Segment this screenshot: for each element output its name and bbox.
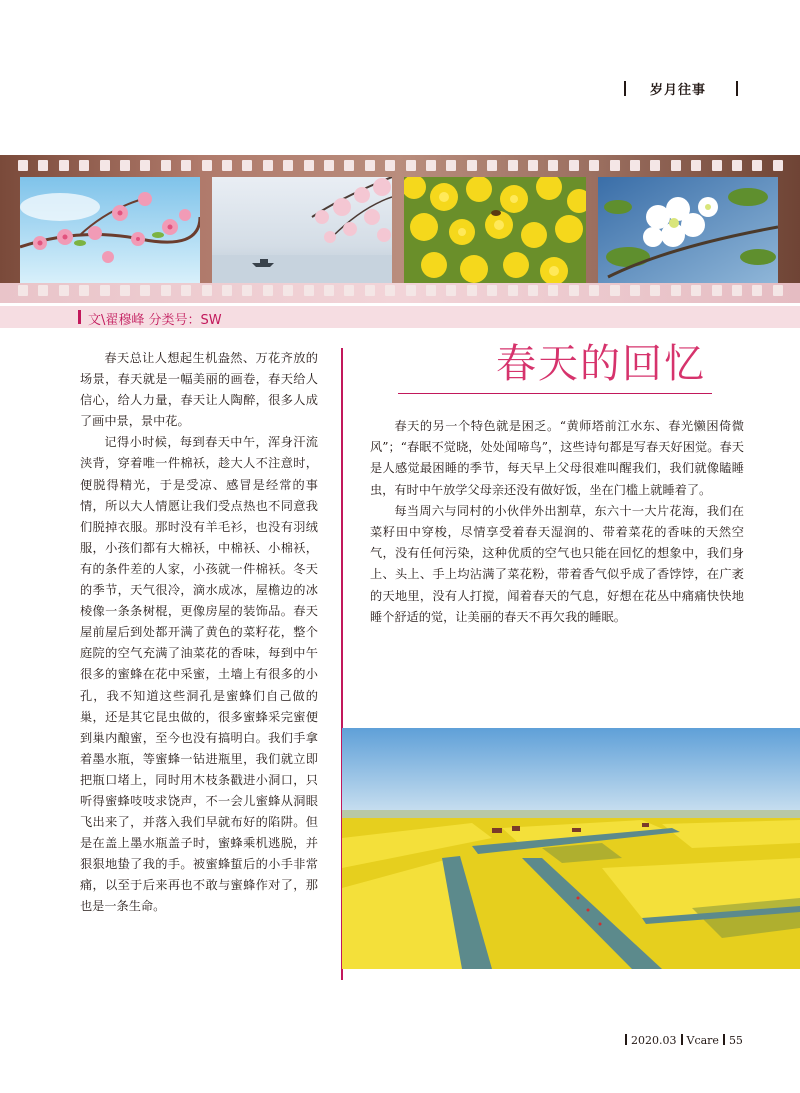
film-hole bbox=[242, 160, 252, 171]
film-hole bbox=[79, 160, 89, 171]
film-hole bbox=[446, 285, 456, 296]
peach-blossom-photo bbox=[20, 177, 200, 283]
byline-marker bbox=[78, 310, 81, 324]
film-hole bbox=[589, 285, 599, 296]
article-right-column bbox=[370, 416, 744, 628]
film-hole bbox=[120, 160, 130, 171]
footer-bar bbox=[625, 1034, 627, 1045]
film-hole bbox=[752, 160, 762, 171]
film-hole bbox=[38, 285, 48, 296]
film-hole bbox=[59, 285, 69, 296]
film-hole bbox=[671, 285, 681, 296]
film-hole bbox=[100, 160, 110, 171]
film-hole bbox=[202, 160, 212, 171]
film-hole bbox=[630, 285, 640, 296]
film-hole bbox=[59, 160, 69, 171]
film-hole bbox=[569, 160, 579, 171]
section-bar-right bbox=[736, 81, 738, 96]
rapeseed-field-aerial-photo bbox=[342, 728, 800, 969]
section-tag bbox=[618, 78, 746, 100]
paragraph: 春天的另一个特色就是困乏。“黄师塔前江水东、春光懒困倚微风”；“春眠不觉晓，处处闻啼鸟”，这些诗句都是写春天好困觉。春天是人感觉最困睡的季节，每天早上父母很难叫醒我们，我们就像瞌睡虫，有时中午放学父母亲还没有做好饭，坐在门槛上就睡着了。 bbox=[370, 419, 744, 497]
byline-text: 文\翟穆峰 分类号：SW bbox=[88, 313, 222, 328]
film-hole bbox=[752, 285, 762, 296]
film-hole bbox=[487, 285, 497, 296]
film-hole bbox=[467, 285, 477, 296]
film-hole bbox=[38, 160, 48, 171]
film-hole bbox=[691, 285, 701, 296]
film-hole bbox=[691, 160, 701, 171]
film-perforations-bottom bbox=[18, 285, 800, 297]
film-hole bbox=[283, 285, 293, 296]
film-hole bbox=[161, 285, 171, 296]
film-hole bbox=[671, 160, 681, 171]
film-hole bbox=[365, 285, 375, 296]
section-name: 岁月往事 bbox=[650, 83, 707, 98]
byline-bar bbox=[0, 306, 800, 328]
film-hole bbox=[548, 160, 558, 171]
film-hole bbox=[446, 160, 456, 171]
film-hole bbox=[589, 160, 599, 171]
film-hole bbox=[100, 285, 110, 296]
page-footer bbox=[621, 1034, 743, 1047]
film-hole bbox=[181, 285, 191, 296]
film-hole bbox=[283, 160, 293, 171]
film-hole bbox=[712, 285, 722, 296]
film-hole bbox=[712, 160, 722, 171]
film-hole bbox=[385, 285, 395, 296]
film-hole bbox=[304, 285, 314, 296]
film-strip-banner bbox=[0, 155, 800, 303]
film-hole bbox=[202, 285, 212, 296]
film-perforations-top bbox=[18, 160, 800, 172]
film-hole bbox=[344, 160, 354, 171]
film-hole bbox=[732, 160, 742, 171]
film-hole bbox=[263, 160, 273, 171]
film-hole bbox=[222, 285, 232, 296]
rapeseed-flower-photo bbox=[404, 177, 586, 283]
film-hole bbox=[610, 285, 620, 296]
article-title: 春天的回忆 bbox=[496, 341, 706, 387]
page-number: 55 bbox=[728, 1034, 743, 1047]
film-hole bbox=[344, 285, 354, 296]
paragraph: 春天总让人想起生机盎然、万花齐放的场景，春天就是一幅美丽的画卷，春天给人信心，给人力量，春天让人陶醉，很多人成了画中景，景中花。 bbox=[80, 351, 318, 429]
paragraph: 记得小时候，每到春天中午，浑身汗流浃背，穿着唯一件棉袄，趁大人不注意时，便脱得精光，于是受凉、感冒是经常的事情，所以大人情愿让我们受点热也不同意我们脱掉衣服。那时没有羊毛衫，也没有羽绒服，小孩们都有大棉袄，中棉袄、小棉袄，有的条件差的人家，小孩就一件棉袄。冬天的季节，天气很冷，滴水成冰，屋檐边的冰棱像一条条树棍，更像房屋的装饰品。春天屋前屋后到处都开满了黄色的菜籽花，整个庭院的空气充满了油菜花的香味，每到中午很多的蜜蜂在花中采蜜，土墙上有很多的小孔，我不知道这些洞孔是蜜蜂们自己做的巢，还是其它昆虫做的，很多蜜蜂采完蜜便到巢内酿蜜，至今也没有搞明白。我们手拿着墨水瓶，等蜜蜂一钻进瓶里，我们就立即把瓶口堵上，同时用木枝条戳进小洞口，只听得蜜蜂吱吱求饶声，不一会儿蜜蜂从洞眼飞出来了，并落入我们早就布好的陷阱。但是在盖上墨水瓶盖子时，蜜蜂乘机逃脱，并狠狠地蛰了我的手。被蜜蜂蜇后的小手非常痛，以至于后来再也不敢与蜜蜂作对了，那也是一条生命。 bbox=[80, 435, 318, 914]
film-hole bbox=[140, 285, 150, 296]
film-hole bbox=[222, 160, 232, 171]
film-hole bbox=[528, 160, 538, 171]
film-hole bbox=[548, 285, 558, 296]
title-underline bbox=[398, 393, 712, 394]
film-hole bbox=[120, 285, 130, 296]
film-hole bbox=[610, 160, 620, 171]
film-hole bbox=[426, 285, 436, 296]
footer-bar bbox=[681, 1034, 683, 1045]
film-hole bbox=[324, 285, 334, 296]
film-hole bbox=[161, 160, 171, 171]
film-hole bbox=[569, 285, 579, 296]
film-hole bbox=[487, 160, 497, 171]
film-hole bbox=[528, 285, 538, 296]
film-hole bbox=[365, 160, 375, 171]
film-hole bbox=[630, 160, 640, 171]
film-hole bbox=[508, 160, 518, 171]
film-hole bbox=[467, 160, 477, 171]
film-hole bbox=[406, 285, 416, 296]
film-hole bbox=[242, 285, 252, 296]
magazine-name: Vcare bbox=[686, 1034, 719, 1047]
film-hole bbox=[385, 160, 395, 171]
white-blossom-photo bbox=[598, 177, 778, 283]
film-hole bbox=[732, 285, 742, 296]
film-hole bbox=[79, 285, 89, 296]
film-hole bbox=[650, 285, 660, 296]
issue-date: 2020.03 bbox=[631, 1034, 677, 1047]
footer-bar bbox=[723, 1034, 725, 1045]
film-hole bbox=[140, 160, 150, 171]
film-hole bbox=[406, 160, 416, 171]
cherry-lake-photo bbox=[212, 177, 392, 283]
film-hole bbox=[773, 285, 783, 296]
section-bar-left bbox=[624, 81, 626, 96]
film-hole bbox=[18, 285, 28, 296]
film-hole bbox=[773, 160, 783, 171]
film-hole bbox=[181, 160, 191, 171]
film-hole bbox=[508, 285, 518, 296]
film-hole bbox=[650, 160, 660, 171]
film-hole bbox=[18, 160, 28, 171]
film-hole bbox=[324, 160, 334, 171]
film-hole bbox=[426, 160, 436, 171]
film-hole bbox=[304, 160, 314, 171]
paragraph: 每当周六与同村的小伙伴外出割草，东六十一大片花海，我们在菜籽田中穿梭，尽情享受着春天湿润的、带着菜花的香味的天然空气，没有任何污染，这种优质的空气也只能在回忆的想象中，我们身上、头上、手上均沾满了菜花粉，带着香气似乎成了香饽饽，在广袤的天地里，没有人打搅，闻着春天的气息，好想在花丛中痛痛快快地睡个舒适的觉，让美丽的春天不再欠我的睡眠。 bbox=[370, 503, 744, 624]
article-left-column bbox=[80, 348, 318, 918]
film-hole bbox=[263, 285, 273, 296]
